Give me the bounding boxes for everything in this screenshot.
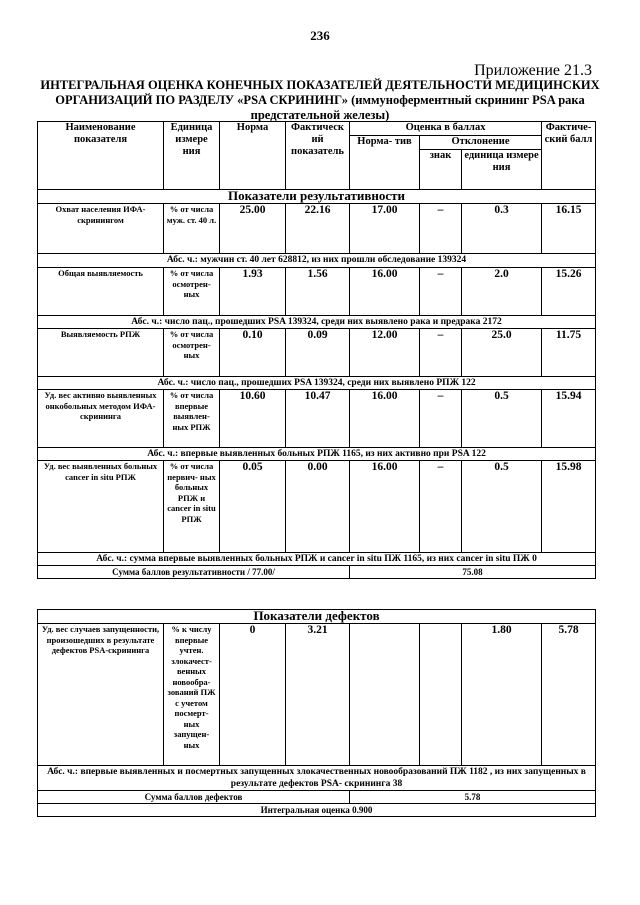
table-row: Уд. вес выявленных больных cancer in situ РПЖ % от числа первич- ных больных РПЖ и cancer in situ РПЖ 0.05 0.00 16.00 – 0.5 15.98 bbox=[38, 461, 596, 553]
section-results: Показатели результативности bbox=[38, 190, 596, 204]
abs-note: Абс. ч.: число пац., прошедших PSA 139324, среди них выявлено рака и предрака 2172 bbox=[38, 316, 596, 329]
header-deviation: Отклонение bbox=[420, 136, 542, 150]
table-row: Уд. вес активно выявленных онкобольных методом ИФА-скрининга % от числа впервые выявлен- ных РПЖ 10.60 10.47 16.00 – 0.5 15.94 bbox=[38, 390, 596, 448]
abs-note: Абс. ч.: впервые выявленных больных РПЖ 1165, из них активно при PSA 122 bbox=[38, 448, 596, 461]
table-row: Общая выявляемость % от числа осмотрен- ных 1.93 1.56 16.00 – 2.0 15.26 bbox=[38, 268, 596, 316]
document-title: ИНТЕГРАЛЬНАЯ ОЦЕНКА КОНЕЧНЫХ ПОКАЗАТЕЛЕЙ ДЕЯТЕЛЬНОСТИ МЕДИЦИНСКИХ ОРГАНИЗАЦИЙ ПО РАЗДЕЛУ «PSA СКРИНИНГ» (иммуноферментный скрининг PSA рака предстательной железы) bbox=[40, 78, 600, 122]
header-name: Наименование показателя bbox=[38, 122, 164, 190]
defect-abs-note: Абс. ч.: впервые выявленных и посмертных запущенных злокачественных новообразований ПЖ 1182 , из них запущенных в результате дефектов PSA- скрининга 38 bbox=[38, 766, 596, 791]
section-defects: Показатели дефектов bbox=[38, 610, 596, 624]
header-score-group: Оценка в баллах bbox=[350, 122, 542, 136]
sum-results-value: 75.08 bbox=[350, 566, 596, 579]
page-number: 236 bbox=[310, 28, 330, 43]
header-sign: знак bbox=[420, 150, 462, 190]
sum-defects-label: Сумма баллов дефектов bbox=[38, 791, 350, 804]
table-row: Выявляемость РПЖ % от числа осмотрен- ных 0.10 0.09 12.00 – 25.0 11.75 bbox=[38, 329, 596, 377]
table-row: Уд. вес случаев запущенности, произошедших в результате дефектов PSA-скрининга % к числу впервые учтен. злокачест- венных новообра- зований ПЖ с учетом посмерт- ных запущен- ных 0 3.21 1.80 5.78 bbox=[38, 624, 596, 766]
header-dev-unit: единица измере ния bbox=[462, 150, 542, 190]
abs-note: Абс. ч.: число пац., прошедших PSA 139324, среди них выявлено РПЖ 122 bbox=[38, 377, 596, 390]
abs-note: Абс. ч.: сумма впервые выявленных больных РПЖ и cancer in situ ПЖ 1165, из них cancer in situ ПЖ 0 bbox=[38, 553, 596, 566]
table-row: Охват населения ИФА-скринингом % от числа муж. ст. 40 л. 25.00 22.16 17.00 – 0.3 16.15 bbox=[38, 204, 596, 254]
score-table bbox=[37, 121, 596, 817]
integral-score: Интегральная оценка 0.900 bbox=[38, 804, 596, 817]
abs-note: Абс. ч.: мужчин ст. 40 лет 628812, из них прошли обследование 139324 bbox=[38, 254, 596, 268]
sum-results-label: Сумма баллов результативности / 77.00/ bbox=[38, 566, 350, 579]
header-actual: Фактическ ий показатель bbox=[286, 122, 350, 190]
sum-defects-value: 5.78 bbox=[350, 791, 596, 804]
header-actual-score: Фактиче- ский балл bbox=[542, 122, 596, 190]
appendix-label: Приложение 21.3 bbox=[474, 62, 592, 79]
header-norm: Норма bbox=[220, 122, 286, 190]
header-score-norm: Норма- тив bbox=[350, 136, 420, 190]
header-unit: Единица измере ния bbox=[164, 122, 220, 190]
